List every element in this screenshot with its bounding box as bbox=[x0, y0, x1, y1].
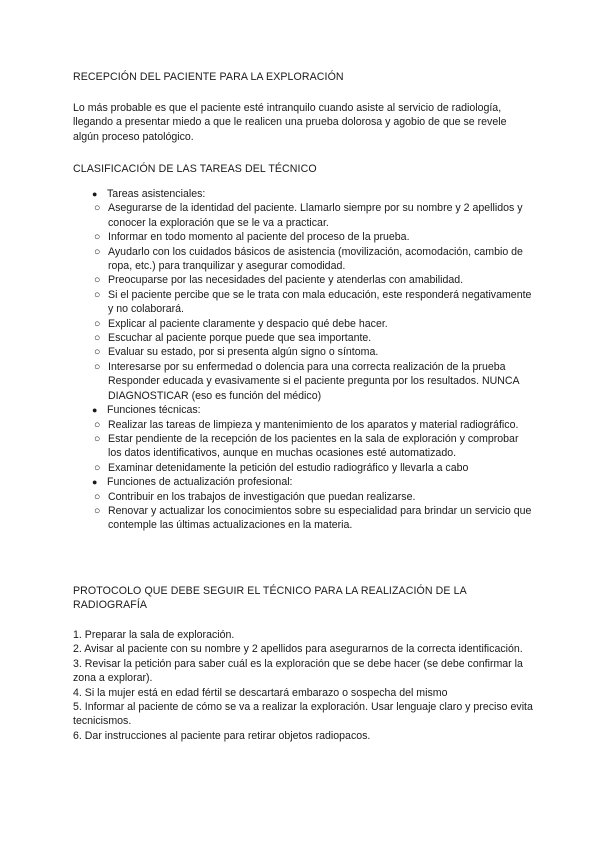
list-group-asistenciales bbox=[73, 187, 533, 201]
classification-list bbox=[73, 187, 533, 533]
protocol-step: 3. Revisar la petición para saber cuál es la exploración que se debe hacer (se debe confirmar la zona a explorar). bbox=[73, 657, 523, 685]
bullet-icon: ● bbox=[92, 405, 98, 416]
circle-bullet-icon: ○ bbox=[94, 202, 101, 215]
protocol-steps bbox=[73, 628, 533, 743]
circle-bullet-icon: ○ bbox=[94, 245, 101, 258]
list-item: ○ Interesarse por su enfermedad o dolencia para una correcta realización de la prueba Responder educada y evasivamente si el paciente pregunta por los resultados. NUNCA DIAGNOSTICAR (eso es función del médico) bbox=[94, 360, 520, 402]
list-item: ○ Ayudarlo con los cuidados básicos de asistencia (movilización, acomodación, cambio de ropa, etc.) para tranquilizar y asegurar comodidad. bbox=[94, 245, 523, 273]
classification-heading: CLASIFICACIÓN DE LAS TAREAS DEL TÉCNICO bbox=[73, 163, 317, 175]
circle-bullet-icon: ○ bbox=[94, 346, 101, 359]
list-group-tecnicas bbox=[73, 403, 533, 417]
circle-bullet-icon: ○ bbox=[94, 490, 101, 503]
circle-bullet-icon: ○ bbox=[94, 504, 101, 517]
group-label: Tareas asistenciales: bbox=[107, 188, 206, 200]
protocol-step: 5. Informar al paciente de cómo se va a realizar la exploración. Usar lenguaje claro y preciso evita tecnicismos. bbox=[73, 701, 533, 728]
circle-bullet-icon: ○ bbox=[94, 332, 101, 345]
group-label: Funciones de actualización profesional: bbox=[107, 476, 293, 489]
list-item: ○ Preocuparse por las necesidades del paciente y atenderlas con amabilidad. bbox=[94, 274, 464, 287]
list-item: ○ Realizar las tareas de limpieza y mantenimiento de los aparatos y material radiográfico. bbox=[94, 418, 519, 431]
circle-bullet-icon: ○ bbox=[94, 288, 101, 301]
list-item: ○ Evaluar su estado, por si presenta algún signo o síntoma. bbox=[94, 346, 379, 359]
bullet-icon: ● bbox=[92, 477, 98, 488]
circle-bullet-icon: ○ bbox=[94, 360, 101, 373]
list-item: ○ Renovar y actualizar los conocimientos sobre su especialidad para brindar un servicio que contemple las últimas actualizaciones en la materia. bbox=[94, 504, 532, 532]
list-group-actualizacion bbox=[73, 475, 533, 489]
protocol-step: 2. Avisar al paciente con su nombre y 2 apellidos para asegurarnos de la correcta identificación. bbox=[73, 643, 523, 656]
circle-bullet-icon: ○ bbox=[94, 418, 101, 431]
circle-bullet-icon: ○ bbox=[94, 274, 101, 287]
protocol-step: 1. Preparar la sala de exploración. bbox=[73, 629, 235, 641]
list-item: ○ Si el paciente percibe que se le trata con mala educación, este responderá negativamente y no colaborará. bbox=[94, 288, 532, 316]
bullet-icon: ● bbox=[92, 189, 98, 199]
circle-bullet-icon: ○ bbox=[94, 432, 101, 445]
protocol-step: 4. Si la mujer está en edad fértil se descartará embarazo o sospecha del mismo bbox=[73, 686, 448, 699]
intro-paragraph: Lo más probable es que el paciente esté intranquilo cuando asiste al servicio de radiología, llegando a presentar miedo a que le realicen una prueba dolorosa y agobio de que se revele algún proceso patológico. bbox=[73, 102, 507, 143]
list-item: ○ Informar en todo momento al paciente del proceso de la prueba. bbox=[94, 231, 410, 244]
protocol-heading: PROTOCOLO QUE DEBE SEGUIR EL TÉCNICO PARA LA REALIZACIÓN DE LA RADIOGRAFÍA bbox=[73, 585, 467, 612]
list-item: ○ Examinar detenidamente la petición del estudio radiográfico y llevarla a cabo bbox=[94, 461, 469, 474]
group-label: Funciones técnicas: bbox=[107, 404, 201, 417]
list-item: ○ Contribuir en los trabajos de investigación que puedan realizarse. bbox=[94, 490, 416, 503]
list-item: ○ Estar pendiente de la recepción de los pacientes en la sala de exploración y comprobar los datos identificativos, aunque en muchas ocasiones esté automatizado. bbox=[94, 432, 519, 460]
protocol-step: 6. Dar instrucciones al paciente para retirar objetos radiopacos. bbox=[73, 729, 371, 742]
circle-bullet-icon: ○ bbox=[94, 461, 101, 474]
list-item: ○ Explicar al paciente claramente y despacio qué debe hacer. bbox=[94, 317, 388, 330]
circle-bullet-icon: ○ bbox=[94, 317, 101, 330]
list-item: ○ Escuchar al paciente porque puede que sea importante. bbox=[94, 332, 372, 345]
circle-bullet-icon: ○ bbox=[94, 231, 101, 244]
page-title: RECEPCIÓN DEL PACIENTE PARA LA EXPLORACIÓN bbox=[73, 71, 344, 83]
list-item: ○ Asegurarse de la identidad del paciente. Llamarlo siempre por su nombre y 2 apellidos y conocer la exploración que se le va a practicar. bbox=[94, 202, 523, 229]
